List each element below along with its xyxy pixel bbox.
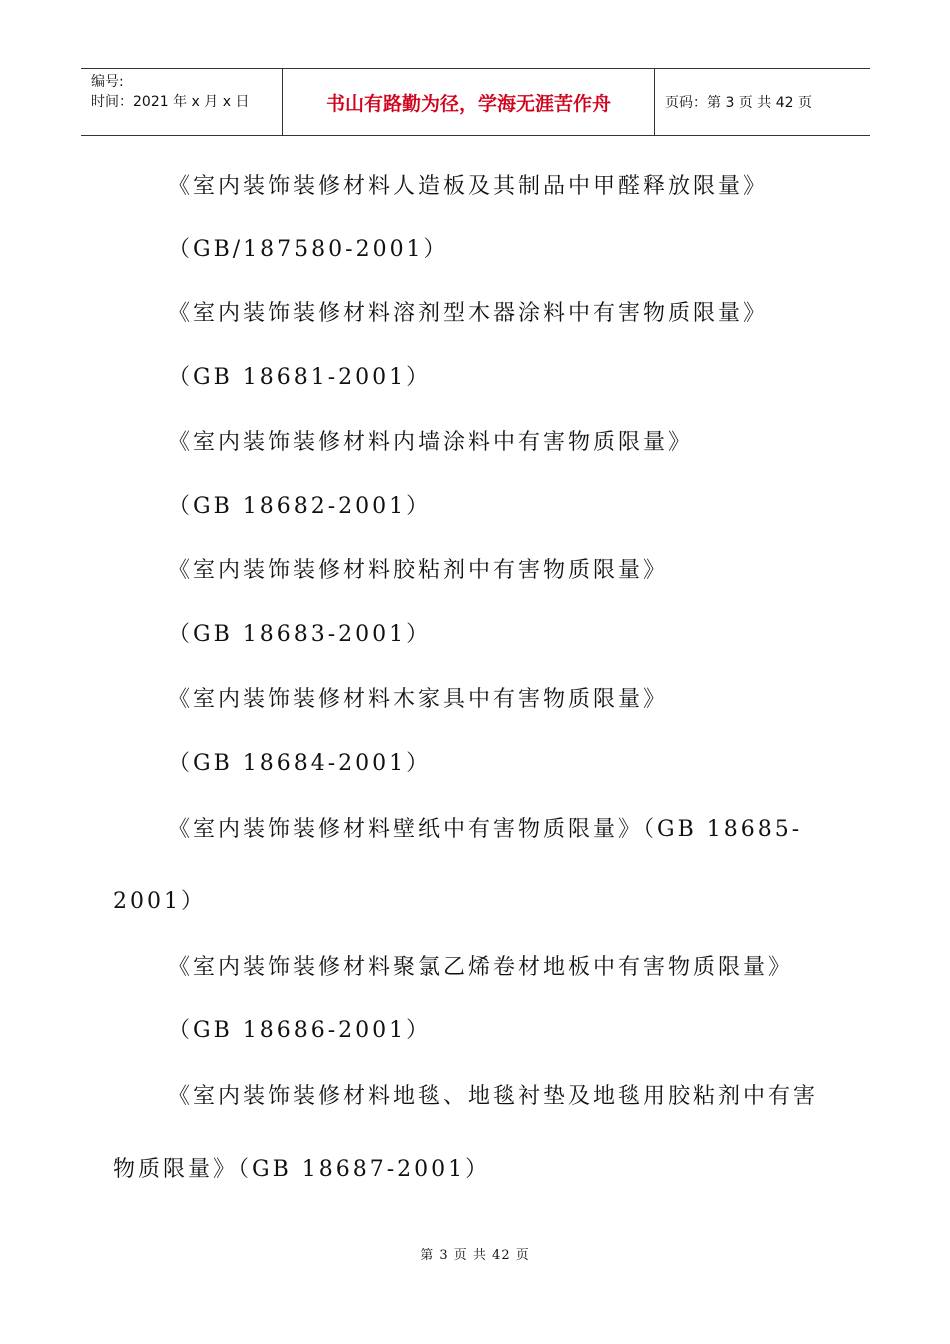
standard-title: 《室内装饰装修材料人造板及其制品中甲醛释放限量》 bbox=[168, 174, 769, 199]
standard-title: 《室内装饰装修材料木家具中有害物质限量》 bbox=[168, 687, 669, 712]
standard-title: 《室内装饰装修材料内墙涂料中有害物质限量》 bbox=[168, 430, 694, 455]
standard-code: （GB 18686-2001） bbox=[168, 1018, 432, 1043]
header-page-info: 页码：第 3 页 共 42 页 bbox=[665, 95, 812, 111]
document-number-label: 编号: bbox=[91, 74, 124, 90]
standard-title: 《室内装饰装修材料胶粘剂中有害物质限量》 bbox=[168, 558, 669, 583]
header-meta bbox=[81, 69, 283, 135]
standard-title: 《室内装饰装修材料地毯、地毯衬垫及地毯用胶粘剂中有害 bbox=[168, 1084, 819, 1109]
standard-code: （GB 18682-2001） bbox=[168, 494, 432, 519]
standard-code: 2001） bbox=[113, 889, 206, 914]
standard-title: 《室内装饰装修材料壁纸中有害物质限量》（GB 18685- bbox=[168, 817, 803, 842]
page-footer: 第 3 页 共 42 页 bbox=[420, 1248, 530, 1263]
standard-code: （GB 18684-2001） bbox=[168, 751, 432, 776]
standard-code: （GB/187580-2001） bbox=[168, 237, 449, 262]
standard-code: （GB 18681-2001） bbox=[168, 365, 432, 390]
standard-code: （GB 18683-2001） bbox=[168, 622, 432, 647]
standard-title: 《室内装饰装修材料聚氯乙烯卷材地板中有害物质限量》 bbox=[168, 955, 794, 980]
standard-title: 《室内装饰装修材料溶剂型木器涂料中有害物质限量》 bbox=[168, 301, 769, 326]
standard-title-continued: 物质限量》（GB 18687-2001） bbox=[113, 1157, 491, 1182]
page-header bbox=[81, 68, 870, 136]
document-time-label: 时间：2021 年 x 月 x 日 bbox=[91, 94, 250, 110]
header-motto: 书山有路勤为径，学海无涯苦作舟 bbox=[283, 69, 655, 135]
